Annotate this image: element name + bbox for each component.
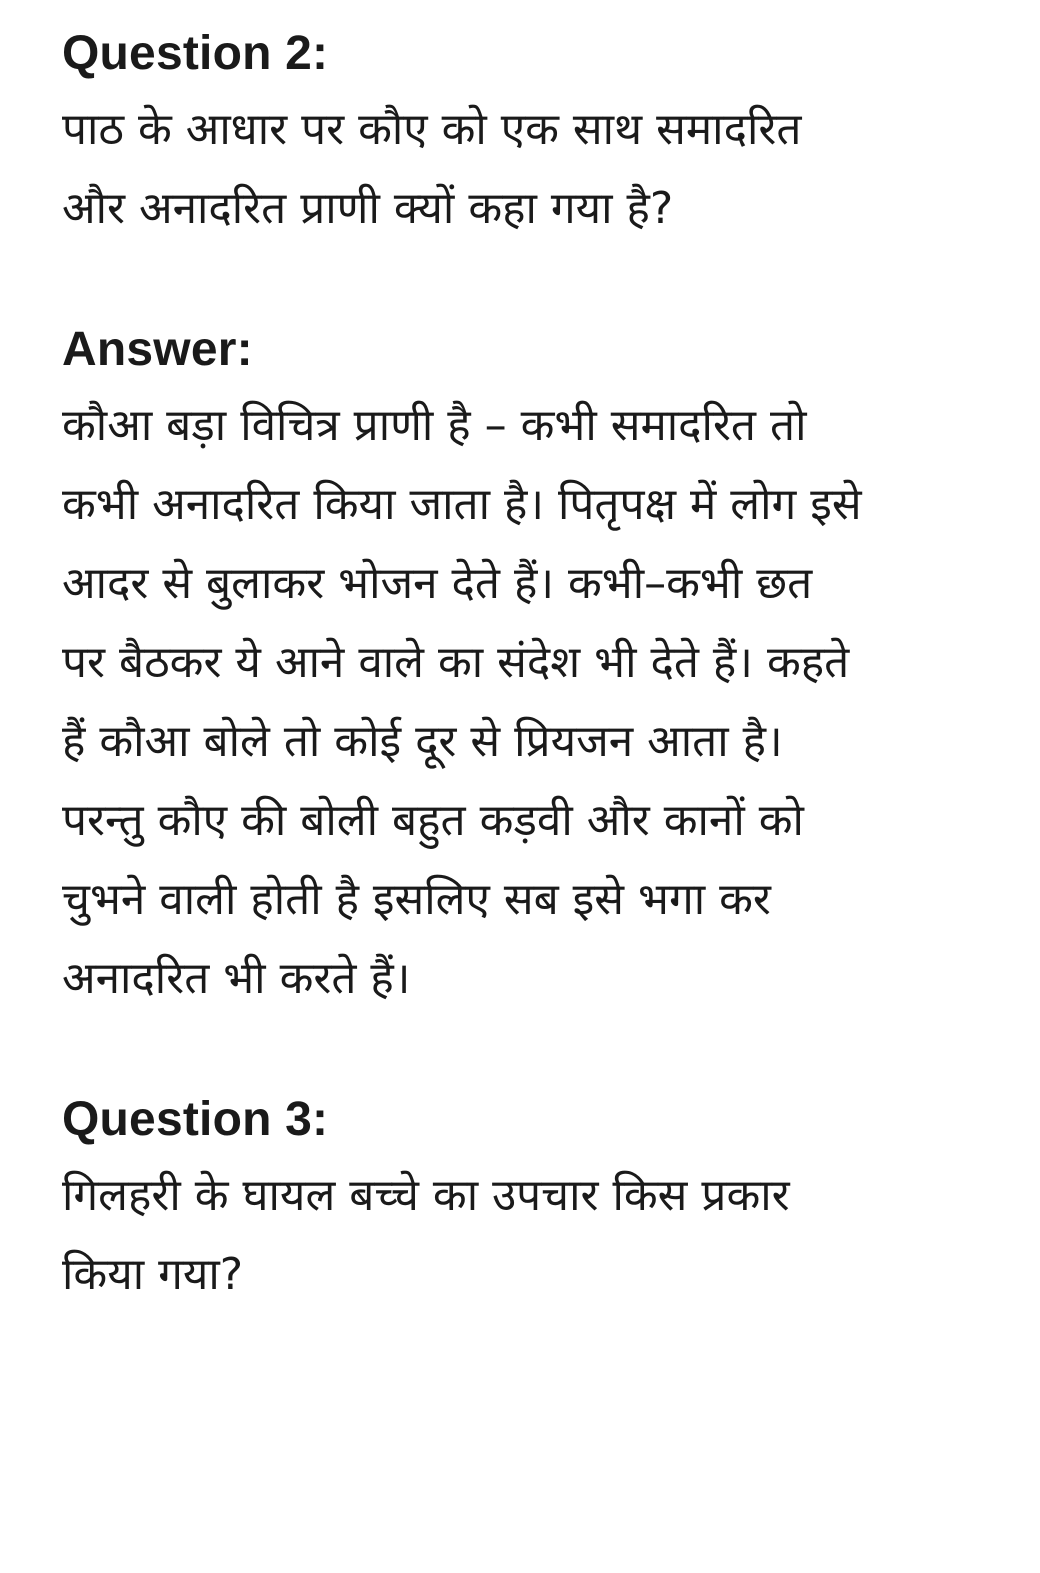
answer-2-text	[62, 386, 1022, 1018]
answer-2-line: परन्तु कौए की बोली बहुत कड़वी और कानों को	[62, 795, 804, 846]
question-3-line: गिलहरी के घायल बच्चे का उपचार किस प्रकार	[62, 1170, 790, 1221]
answer-2-line: कौआ बड़ा विचित्र प्राणी है – कभी समादरित तो	[62, 400, 807, 451]
answer-2-block	[62, 314, 1022, 1018]
answer-2-line: पर बैठकर ये आने वाले का संदेश भी देते हैं। कहते	[62, 637, 850, 688]
qa-document	[62, 18, 1022, 1314]
answer-heading: Answer:	[62, 323, 253, 376]
answer-2-line: हैं कौआ बोले तो कोई दूर से प्रियजन आता है।	[62, 716, 783, 767]
spacer	[62, 248, 1022, 314]
question-3-line: किया गया?	[62, 1249, 244, 1300]
question-3-block	[62, 1084, 1022, 1314]
question-2-text	[62, 90, 1022, 248]
answer-2-line: आदर से बुलाकर भोजन देते हैं। कभी–कभी छत	[62, 558, 813, 609]
question-2-heading: Question 2:	[62, 27, 329, 80]
spacer	[62, 1018, 1022, 1084]
question-2-block	[62, 18, 1022, 248]
question-3-heading: Question 3:	[62, 1093, 329, 1146]
answer-2-line: अनादरित भी करते हैं।	[62, 953, 411, 1004]
answer-2-line: चुभने वाली होती है इसलिए सब इसे भगा कर	[62, 874, 771, 925]
question-2-line: पाठ के आधार पर कौए को एक साथ समादरित	[62, 104, 802, 155]
question-3-text	[62, 1156, 1022, 1314]
answer-2-line: कभी अनादरित किया जाता है। पितृपक्ष में लोग इसे	[62, 479, 862, 530]
question-2-line: और अनादरित प्राणी क्यों कहा गया है?	[62, 183, 674, 234]
